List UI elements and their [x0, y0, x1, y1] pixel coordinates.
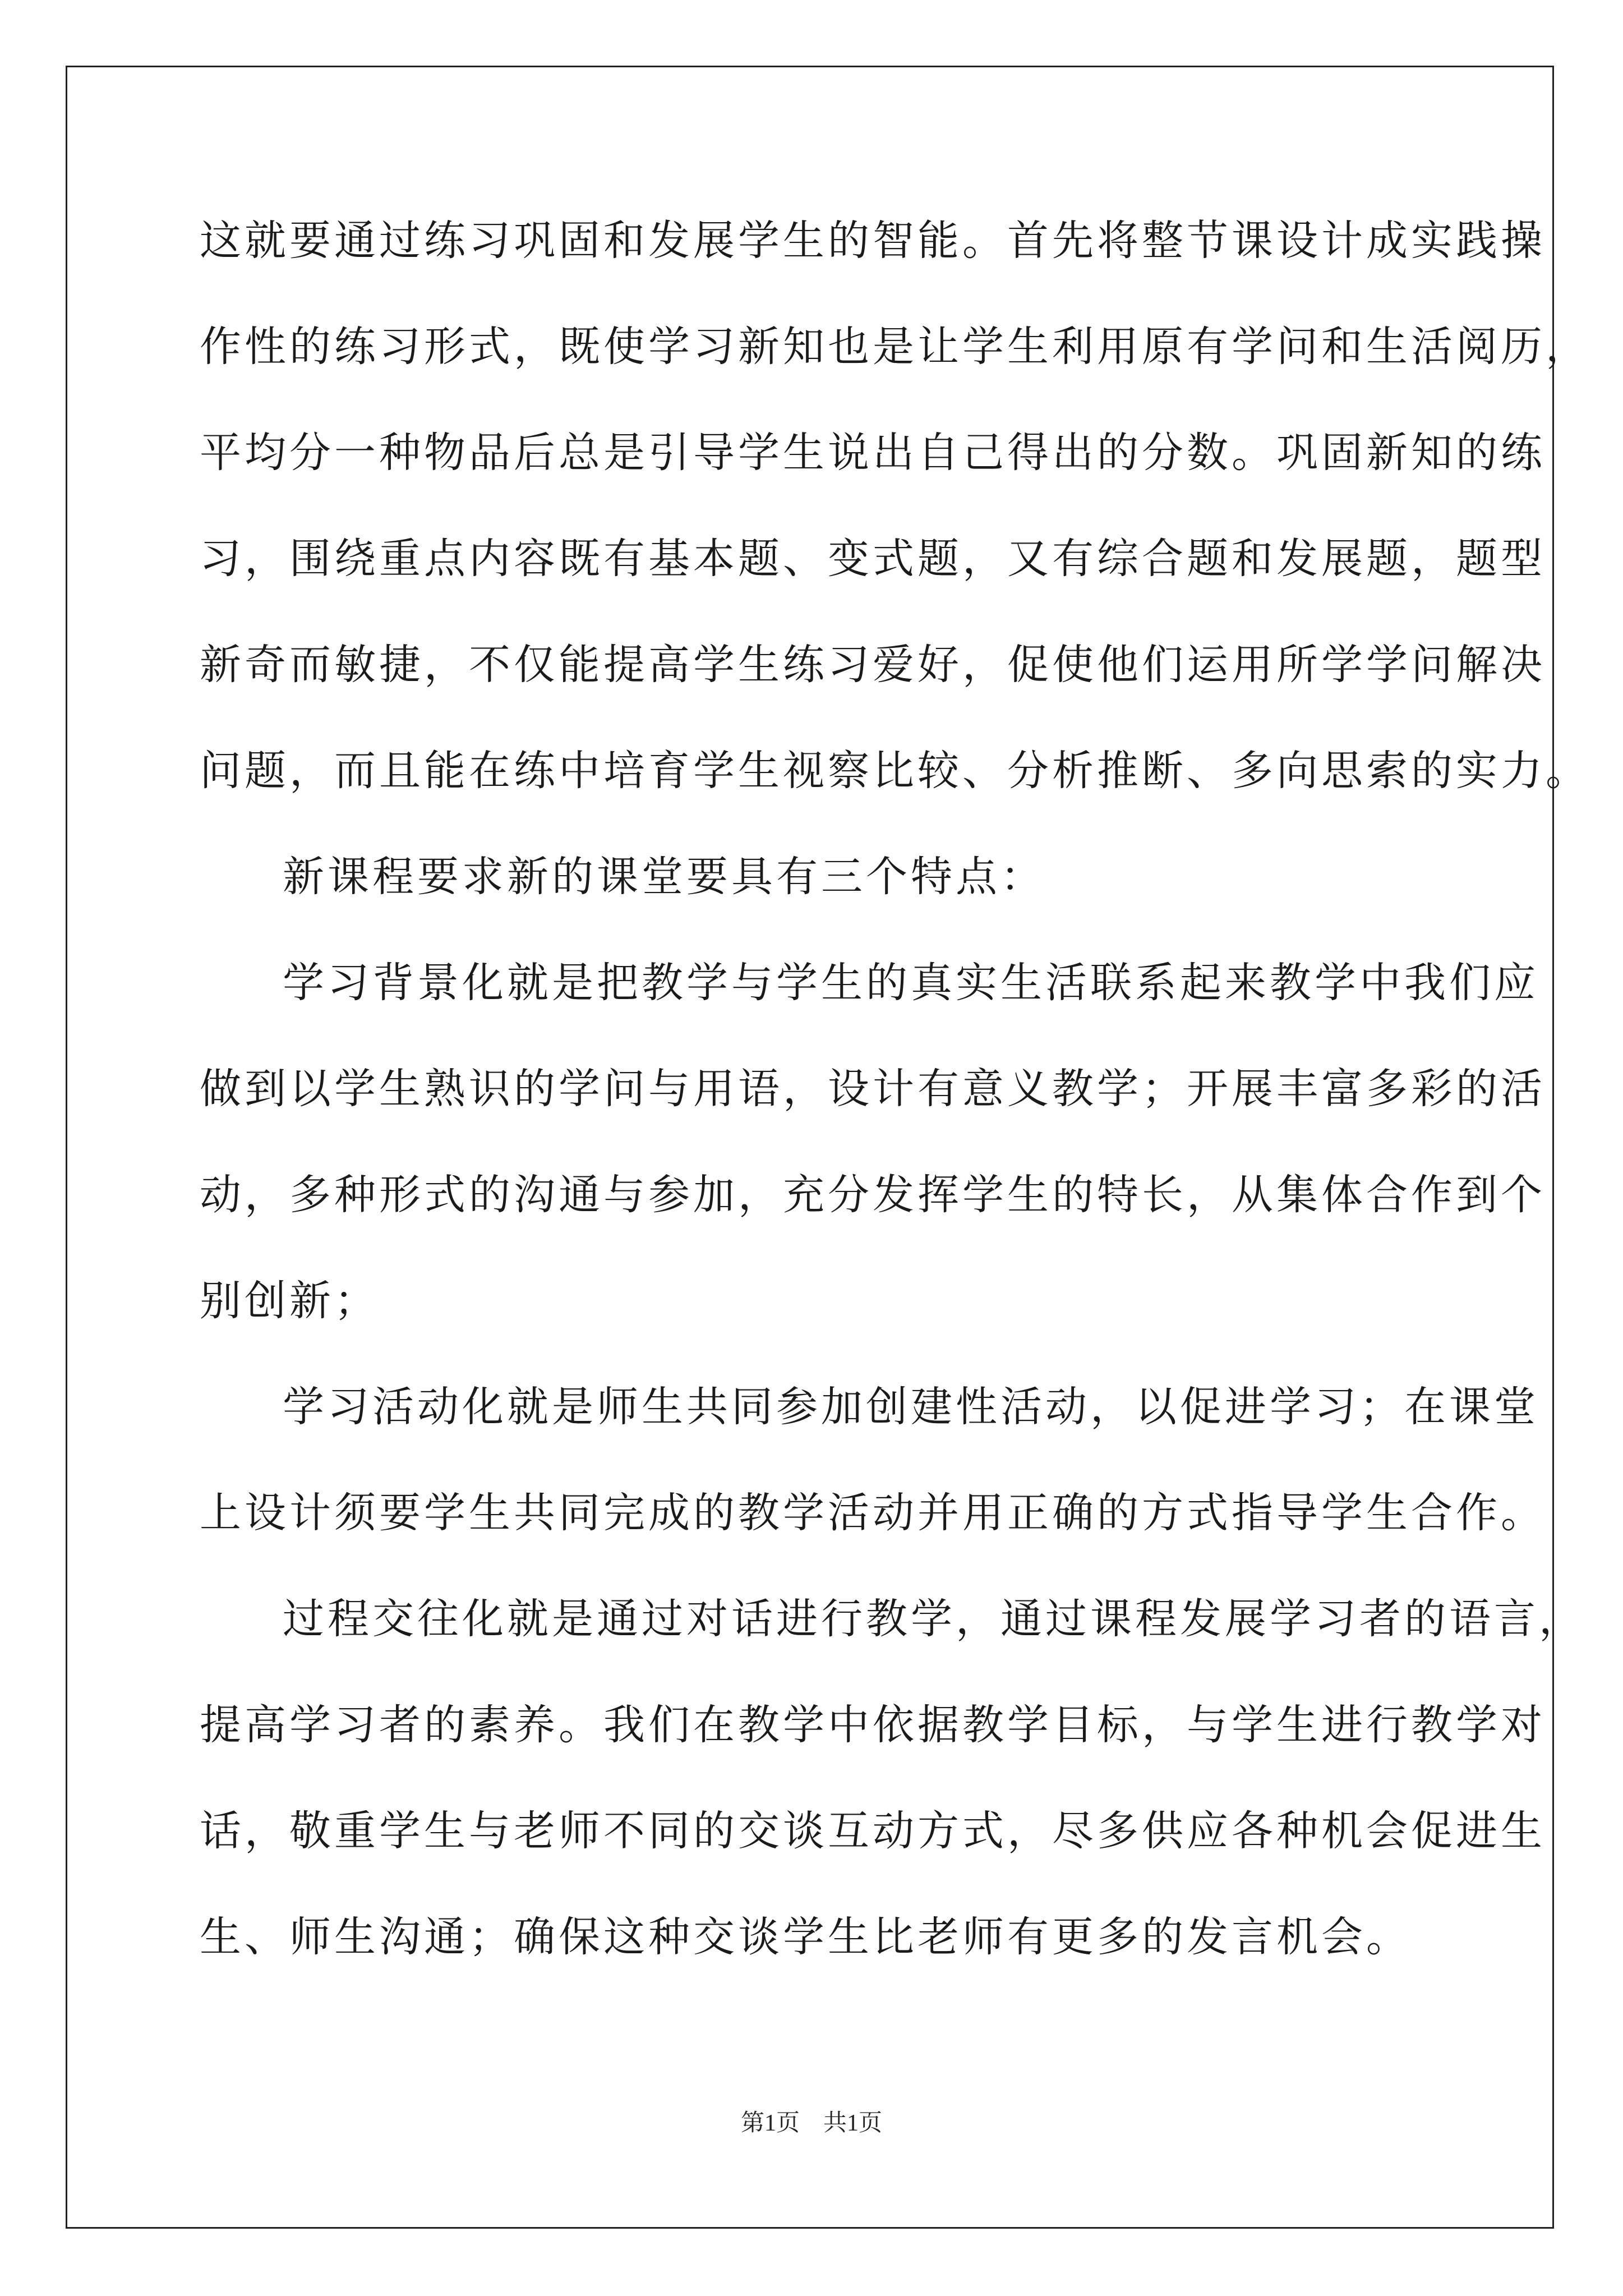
text-line: 过程交往化就是通过对话进行教学，通过课程发展学习者的语言，: [283, 1595, 1584, 1643]
text-line: 话，敬重学生与老师不同的交谈互动方式，尽多供应各种机会促进生: [200, 1807, 1546, 1855]
text-line: 上设计须要学生共同完成的教学活动并用正确的方式指导学生合作。: [200, 1489, 1546, 1537]
text-line: 作性的练习形式，既使学习新知也是让学生利用原有学问和生活阅历，: [200, 323, 1590, 371]
text-line: 新课程要求新的课堂要具有三个特点：: [283, 853, 1045, 901]
document-body: [200, 217, 1590, 2022]
text-line: 习，围绕重点内容既有基本题、变式题，又有综合题和发展题，题型: [200, 535, 1546, 583]
text-line: 新奇而敏捷，不仅能提高学生练习爱好，促使他们运用所学学问解决: [200, 641, 1546, 689]
text-line: 学习活动化就是师生共同参加创建性活动，以促进学习；在课堂: [283, 1383, 1539, 1431]
page-footer: 第1页 共1页: [740, 2110, 882, 2136]
text-line: 平均分一种物品后总是引导学生说出自己得出的分数。巩固新知的练: [200, 429, 1546, 477]
text-line: 做到以学生熟识的学问与用语，设计有意义教学；开展丰富多彩的活: [200, 1065, 1546, 1113]
text-line: 这就要通过练习巩固和发展学生的智能。首先将整节课设计成实践操: [200, 217, 1546, 265]
text-line: 问题，而且能在练中培育学生视察比较、分析推断、多向思索的实力。: [200, 747, 1590, 795]
text-line: 学习背景化就是把教学与学生的真实生活联系起来教学中我们应: [283, 959, 1539, 1007]
text-line: 生、师生沟通；确保这种交谈学生比老师有更多的发言机会。: [200, 1913, 1411, 1961]
text-line: 动，多种形式的沟通与参加，充分发挥学生的特长，从集体合作到个: [200, 1171, 1546, 1219]
text-line: 提高学习者的素养。我们在教学中依据教学目标，与学生进行教学对: [200, 1701, 1546, 1749]
text-line: 别创新；: [200, 1277, 379, 1325]
